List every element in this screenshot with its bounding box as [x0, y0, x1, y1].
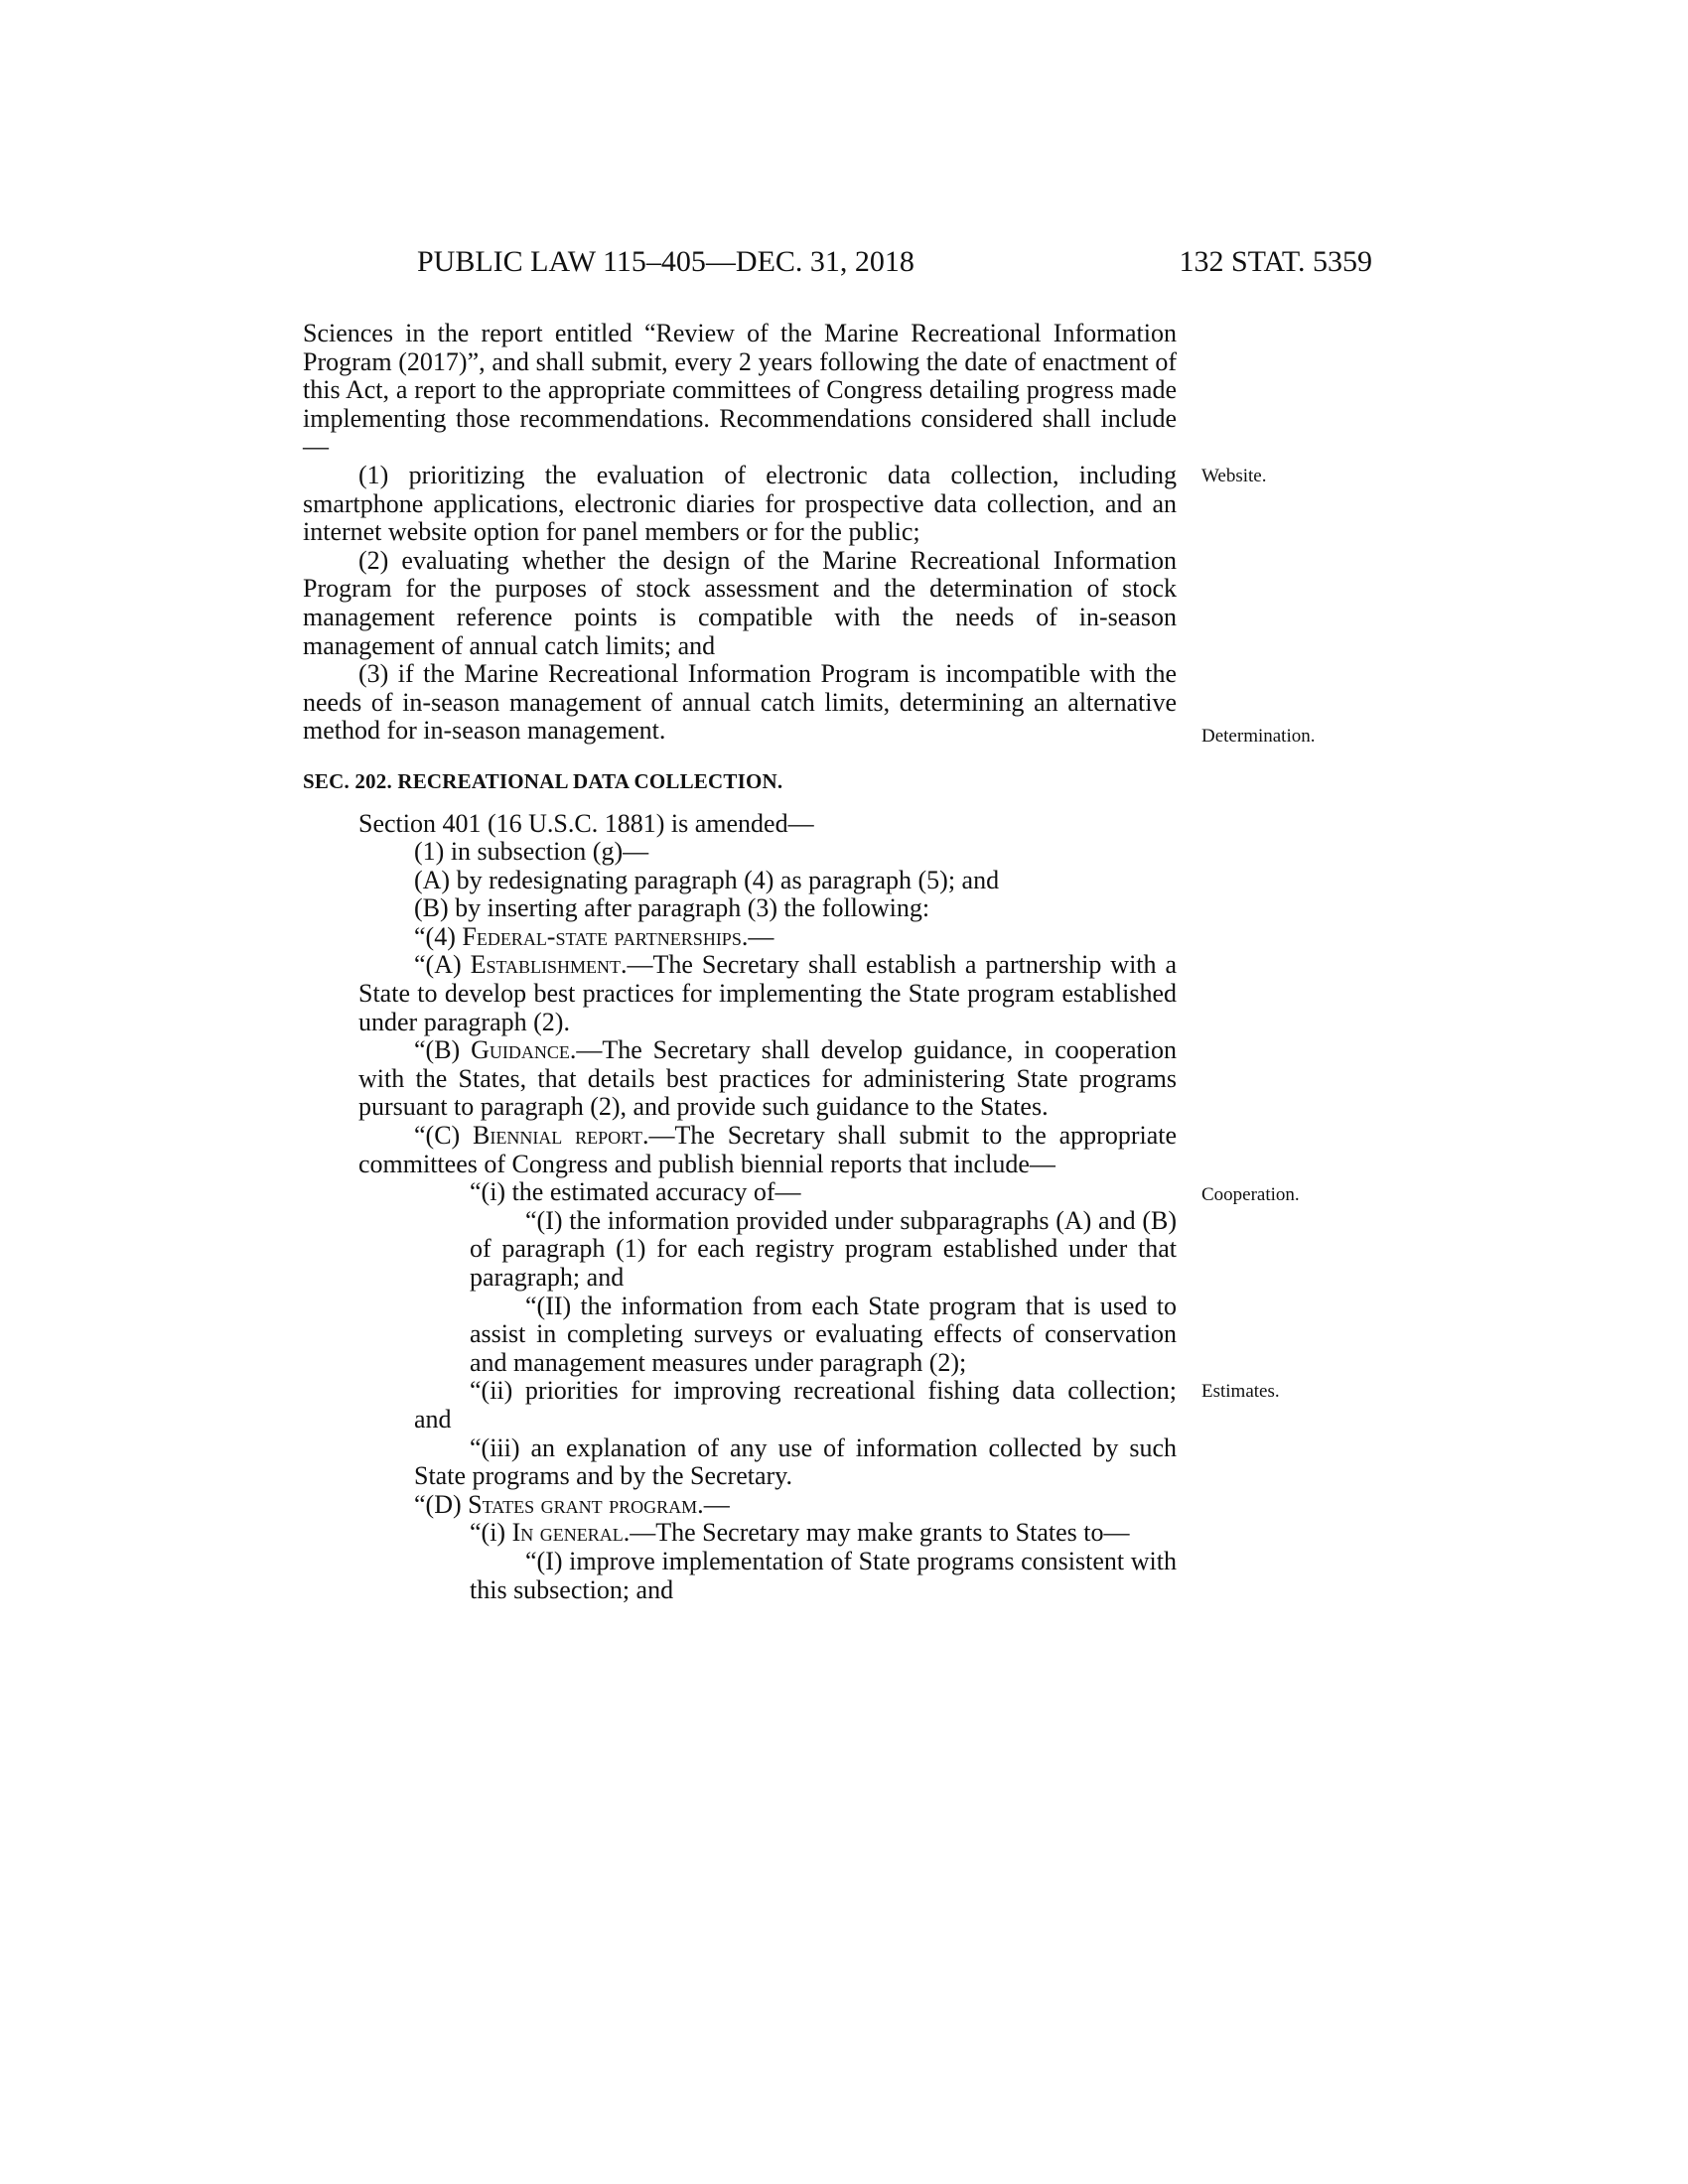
paragraph-4-prefix: “(4) — [414, 921, 463, 951]
paragraph-a: (A) by redesignating paragraph (4) as paragraph (5); and — [414, 865, 1000, 894]
intro-paragraph: Sciences in the report entitled “Review of the Marine Recreational Information Program (2017)”, and shall submit, every 2 years following the date of enactment of this Act, a report to the appropriate committees of Congress detailing progress made implementing those recommendations. Recommendations considered shall include— — [303, 319, 1177, 462]
subparagraph-a — [303, 951, 1177, 1036]
clause-d-i-heading: In general. — [511, 1518, 631, 1548]
clause-d-i-text: —The Secretary may make grants to States to— — [630, 1518, 1130, 1548]
margin-note-estimates: Estimates. — [1201, 1381, 1280, 1402]
subclause-d-i-I: “(I) improve implementation of State programs consistent with this subsection; and — [470, 1546, 1177, 1604]
subparagraph-a-prefix: “(A) — [414, 950, 471, 980]
subparagraph-c-text: —The Secretary shall submit to the appropriate committees of Congress and publish biennial reports that include— — [358, 1121, 1178, 1178]
subparagraph-d-prefix: “(D) — [414, 1489, 469, 1519]
paragraph-4-dash: — — [748, 921, 774, 951]
subclause-c-i-I: “(I) the information provided under subparagraphs (A) and (B) of paragraph (1) for each registry program established under that paragraph; and — [470, 1205, 1177, 1292]
item-1: (1) prioritizing the evaluation of electronic data collection, including smartphone applications, electronic diaries for prospective data collection, and an internet website option for panel members or for the public; — [303, 460, 1177, 547]
subparagraph-c-heading: Biennial report. — [472, 1121, 649, 1151]
subparagraph-d-dash: — — [703, 1489, 730, 1519]
subparagraph-d-heading: States grant program. — [468, 1489, 704, 1519]
subparagraph-b-text: —The Secretary shall develop guidance, in cooperation with the States, that details best practices for administering State programs pursuant to paragraph (2), and provide such guidance to the States. — [358, 1035, 1177, 1122]
margin-note-website: Website. — [1201, 466, 1267, 486]
item-3: (3) if the Marine Recreational Information Program is incompatible with the needs of in-season management of annual catch limits, determining an alternative method for in-season management. — [303, 659, 1177, 746]
subparagraph-c-prefix: “(C) — [414, 1121, 473, 1151]
clause-c-ii: “(ii) priorities for improving recreational fishing data collection; and — [414, 1376, 1177, 1433]
item-2: (2) evaluating whether the design of the Marine Recreational Information Program for the purposes of stock assessment and the determination of stock management reference points is compatible with the needs of in-season management of annual catch limits; and — [303, 545, 1177, 660]
margin-note-cooperation: Cooperation. — [1201, 1184, 1300, 1205]
subparagraph-b-prefix: “(B) — [414, 1035, 472, 1065]
paragraph-4 — [303, 923, 1177, 952]
header-page-citation: 132 STAT. 5359 — [1179, 245, 1372, 278]
header-law-citation: PUBLIC LAW 115–405—DEC. 31, 2018 — [417, 245, 914, 278]
margin-note-determination: Determination. — [1201, 726, 1316, 747]
subparagraph-a-text: —The Secretary shall establish a partnership with a State to develop best practices for implementing the State program established under paragraph (2). — [358, 950, 1177, 1036]
paragraph-b: (B) by inserting after paragraph (3) the following: — [414, 893, 930, 923]
subclause-c-i-II: “(II) the information from each State program that is used to assist in completing surveys or evaluating effects of conservation and management measures under paragraph (2); — [470, 1291, 1177, 1377]
clause-c-iii: “(iii) an explanation of any use of information collected by such State programs and by the Secretary. — [414, 1433, 1177, 1491]
amendment-intro: Section 401 (16 U.S.C. 1881) is amended— — [358, 808, 814, 838]
subparagraph-c — [303, 1122, 1177, 1178]
running-header — [417, 242, 1372, 282]
subsection-g: (1) in subsection (g)— — [414, 837, 649, 867]
subparagraph-b-heading: Guidance. — [471, 1035, 577, 1065]
document-body — [303, 320, 1177, 1604]
section-heading: SEC. 202. RECREATIONAL DATA COLLECTION. — [303, 768, 783, 793]
clause-c-i: “(i) the estimated accuracy of— — [470, 1177, 801, 1207]
subparagraph-d — [303, 1491, 1177, 1520]
subparagraph-b — [303, 1036, 1177, 1122]
subparagraph-a-heading: Establishment. — [470, 950, 628, 980]
paragraph-4-heading: Federal-state partnerships. — [462, 921, 749, 951]
clause-d-i-prefix: “(i) — [470, 1518, 512, 1548]
clause-d-i — [303, 1519, 1177, 1548]
